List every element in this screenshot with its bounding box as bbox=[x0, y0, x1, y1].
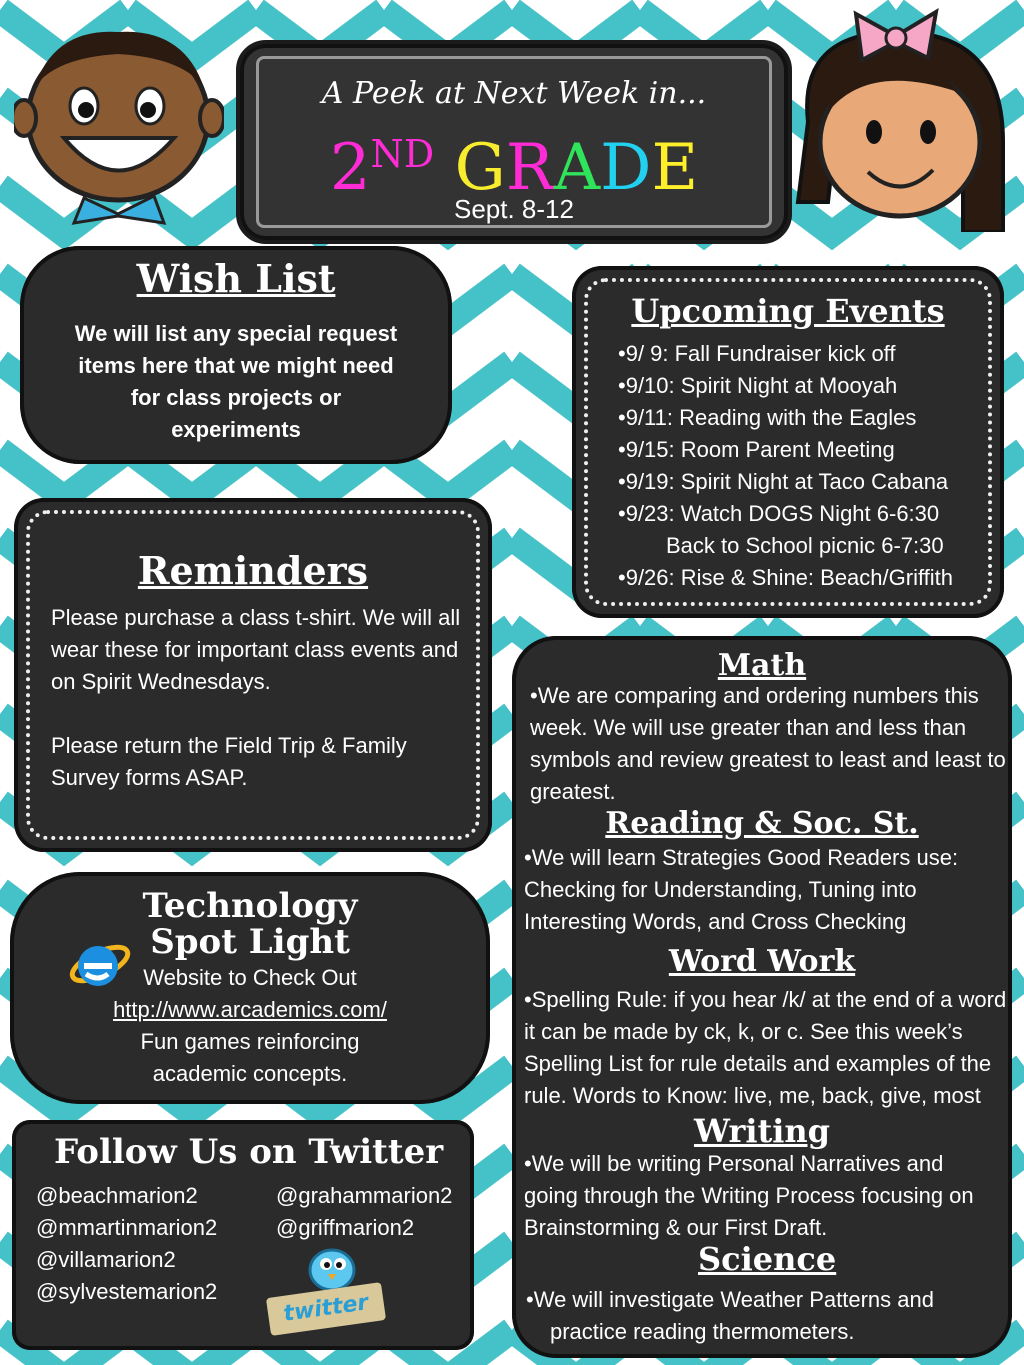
girl-character-icon bbox=[788, 2, 1018, 232]
grade-letter: G bbox=[454, 131, 506, 205]
word-work-line: •Spelling Rule: if you hear /k/ at the end of a word bbox=[524, 987, 1007, 1012]
twitter-handles-right bbox=[276, 1180, 452, 1244]
grade-superscript: ND bbox=[370, 132, 435, 176]
wish-list-line: We will list any special request bbox=[74, 321, 398, 346]
writing-text bbox=[524, 1148, 974, 1244]
math-title: Math bbox=[717, 648, 807, 683]
twitter-logo bbox=[268, 1240, 388, 1340]
grade-letter: A bbox=[553, 131, 601, 205]
wish-list-line: experiments bbox=[171, 417, 301, 442]
reminder-line: Please return the Field Trip & Family bbox=[51, 733, 407, 758]
science-line: •We will investigate Weather Patterns and bbox=[526, 1287, 934, 1312]
writing-line: Brainstorming & our First Draft. bbox=[524, 1215, 828, 1240]
reminder-line: Please purchase a class t-shirt. We will all bbox=[51, 605, 461, 630]
word-work-text bbox=[524, 984, 1006, 1112]
word-work-line: it can be made by ck, k, or c. See this week’s bbox=[524, 1019, 963, 1044]
twitter-handle[interactable]: @mmartinmarion2 bbox=[36, 1215, 218, 1240]
twitter-title: Follow Us on Twitter bbox=[54, 1132, 444, 1172]
upcoming-events-board bbox=[572, 266, 1004, 618]
math-line: greatest. bbox=[530, 779, 616, 804]
reading-line: Checking for Understanding, Tuning into bbox=[524, 877, 917, 902]
reading-title: Reading & Soc. St. bbox=[605, 806, 919, 841]
header-date: Sept. 8-12 bbox=[454, 194, 574, 224]
event-item: •9/23: Watch DOGS Night 6-6:30 bbox=[618, 501, 940, 526]
event-item: Back to School picnic 6-7:30 bbox=[666, 533, 944, 558]
grade-letter: E bbox=[651, 131, 699, 205]
wish-list-board bbox=[20, 246, 452, 464]
reminders-text bbox=[51, 602, 460, 794]
twitter-logo-text: twitter bbox=[266, 1282, 386, 1336]
subjects-board bbox=[512, 636, 1012, 1358]
reminder-line: on Spirit Wednesdays. bbox=[51, 669, 271, 694]
math-line: week. We will use greater than and less than bbox=[530, 715, 967, 740]
event-item: •9/ 9: Fall Fundraiser kick off bbox=[618, 341, 896, 366]
wish-list-title: Wish List bbox=[136, 256, 336, 301]
twitter-handle[interactable]: @beachmarion2 bbox=[36, 1183, 198, 1208]
math-line: •We are comparing and ordering numbers this bbox=[530, 683, 979, 708]
wish-list-line: items here that we might need bbox=[78, 353, 394, 378]
twitter-handle[interactable]: @griffmarion2 bbox=[276, 1215, 415, 1240]
wish-list-line: for class projects or bbox=[130, 385, 342, 410]
technology-subtitle: Website to Check Out bbox=[143, 965, 357, 990]
reminders-board bbox=[14, 498, 492, 852]
event-item: •9/19: Spirit Night at Taco Cabana bbox=[618, 469, 949, 494]
reminder-line: Survey forms ASAP. bbox=[51, 765, 248, 790]
twitter-handle[interactable]: @sylvestemarion2 bbox=[36, 1279, 218, 1304]
technology-title-line: Spot Light bbox=[150, 922, 350, 962]
twitter-handle[interactable]: @grahammarion2 bbox=[276, 1183, 453, 1208]
technology-board bbox=[10, 872, 490, 1104]
reminder-line bbox=[51, 698, 460, 730]
event-item: •9/26: Rise & Shine: Beach/Griffith bbox=[618, 565, 954, 590]
word-work-title: Word Work bbox=[668, 944, 856, 979]
reminders-title: Reminders bbox=[137, 548, 369, 593]
twitter-handles-left bbox=[36, 1180, 217, 1308]
word-work-line: rule. Words to Know: live, me, back, give, most bbox=[524, 1083, 981, 1108]
grade-letter: R bbox=[505, 131, 554, 205]
science-title: Science bbox=[698, 1240, 837, 1278]
twitter-board bbox=[12, 1120, 474, 1350]
word-work-line: Spelling List for rule details and examples of the bbox=[524, 1051, 992, 1076]
science-text bbox=[526, 1284, 934, 1348]
reading-line: •We will learn Strategies Good Readers use: bbox=[524, 845, 959, 870]
event-item: •9/11: Reading with the Eagles bbox=[618, 405, 917, 430]
event-item: •9/10: Spirit Night at Mooyah bbox=[618, 373, 898, 398]
wish-list-text bbox=[20, 318, 452, 446]
writing-line: going through the Writing Process focusing on bbox=[524, 1183, 974, 1208]
reminder-line: wear these for important class events and bbox=[51, 637, 459, 662]
events-list bbox=[618, 338, 953, 594]
writing-title: Writing bbox=[693, 1112, 831, 1150]
upcoming-events-title: Upcoming Events bbox=[631, 292, 945, 330]
twitter-handle[interactable]: @villamarion2 bbox=[36, 1247, 176, 1272]
technology-link[interactable]: http://www.arcademics.com/ bbox=[113, 997, 387, 1022]
math-line: symbols and review greatest to least and least to bbox=[530, 747, 1006, 772]
technology-text bbox=[10, 962, 490, 1090]
grade-number: 2 bbox=[329, 131, 371, 205]
math-text bbox=[530, 680, 1006, 808]
science-line: practice reading thermometers. bbox=[550, 1319, 855, 1344]
event-item: •9/15: Room Parent Meeting bbox=[618, 437, 895, 462]
grade-letter: D bbox=[600, 131, 652, 205]
header-subtitle: A Peek at Next Week in... bbox=[321, 76, 707, 111]
boy-character-icon bbox=[14, 18, 224, 228]
reading-line: Interesting Words, and Cross Checking bbox=[524, 909, 907, 934]
writing-line: •We will be writing Personal Narratives and bbox=[524, 1151, 944, 1176]
header-chalkboard bbox=[236, 40, 792, 244]
technology-desc-line: Fun games reinforcing bbox=[140, 1029, 360, 1054]
technology-desc-line: academic concepts. bbox=[152, 1061, 348, 1086]
reading-text bbox=[524, 842, 958, 938]
technology-title-line: Technology bbox=[142, 886, 358, 926]
